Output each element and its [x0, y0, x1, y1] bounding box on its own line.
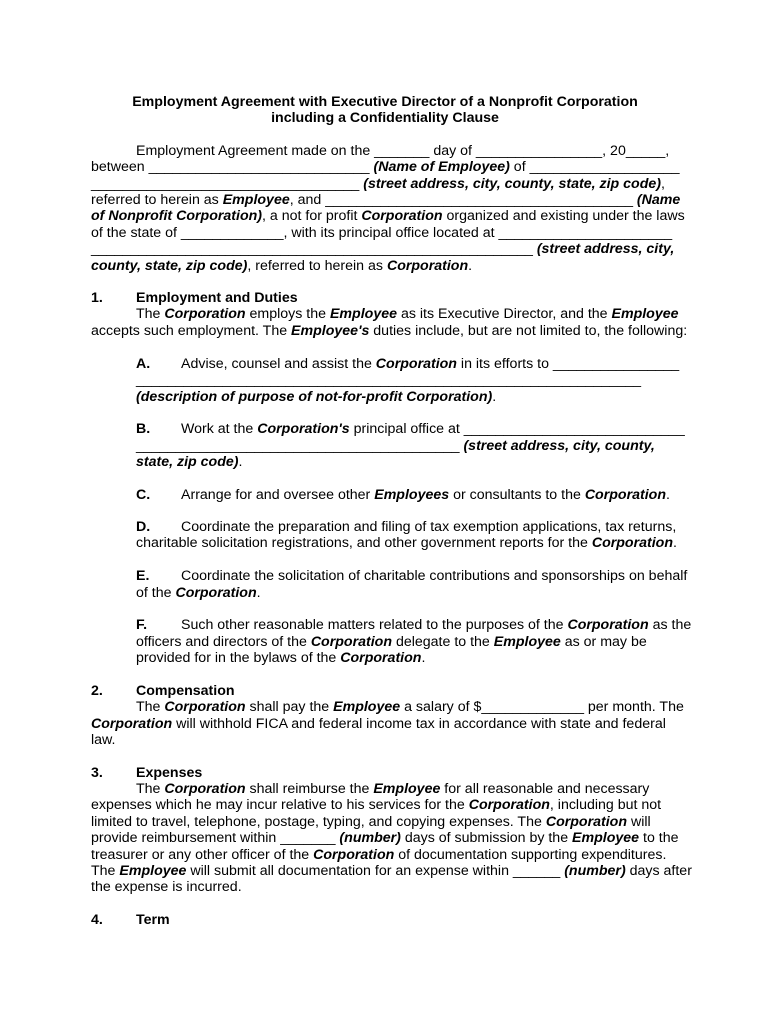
placeholder-name-of-corporation: of Nonprofit Corporation) — [91, 208, 262, 224]
text: will submit all documentation for an expense within ______ — [186, 863, 565, 879]
text: _________________________________________ — [136, 438, 464, 454]
item-letter: B. — [136, 421, 151, 437]
term-corporation: Corporation — [375, 356, 457, 372]
placeholder-name-of-corporation: (Name — [636, 192, 681, 208]
text: Advise, counsel and assist the — [181, 356, 376, 372]
text: The — [91, 863, 120, 879]
term-corporation: Corporation — [175, 585, 257, 601]
text: Arrange for and oversee other — [181, 487, 375, 503]
document-title-line-2: including a Confidentiality Clause — [271, 110, 499, 126]
intro-line — [91, 241, 674, 257]
text: , — [660, 176, 665, 192]
text: principal office at ____________________________ — [349, 421, 685, 437]
term-corporation: Corporation — [361, 208, 443, 224]
text: . — [256, 585, 261, 601]
term-corporation: Corporation — [164, 781, 246, 797]
text: duties include, but are not limited to, the following: — [369, 323, 688, 339]
text: officers and directors of the — [136, 634, 311, 650]
text: . — [673, 535, 677, 551]
section-heading: Term — [136, 912, 170, 928]
term-corporation: Corporation — [584, 487, 666, 503]
text: The — [136, 781, 165, 797]
section-heading: Compensation — [136, 683, 235, 699]
item-letter: F. — [136, 617, 148, 633]
term-employee: Employee — [572, 830, 640, 846]
text: days after — [625, 863, 692, 879]
section-line — [136, 306, 679, 322]
section-number: 4. — [91, 912, 103, 928]
section-line — [91, 830, 679, 846]
section-line: the expense is incurred. — [91, 879, 242, 895]
section-heading: Expenses — [136, 765, 203, 781]
text: as the — [648, 617, 692, 633]
text: Work at the — [181, 421, 258, 437]
term-corporation: Corporation — [313, 847, 395, 863]
text: , referred to herein as — [247, 258, 387, 274]
item-line — [136, 650, 425, 666]
text: or consultants to the — [449, 487, 585, 503]
item-line — [181, 487, 670, 503]
text: provided for in the bylaws of the — [136, 650, 341, 666]
placeholder-office-address: (street address, city, county, — [463, 438, 655, 454]
term-corporation: Corporation — [310, 634, 392, 650]
item-line: ________________________________________________________________ — [136, 372, 641, 388]
placeholder-corporation-address: (street address, city, — [536, 241, 675, 257]
placeholder-corporation-address: county, state, zip code) — [91, 258, 248, 274]
item-line: Coordinate the preparation and filing of tax exemption applications, tax returns, — [181, 519, 677, 535]
text: accepts such employment. The — [91, 323, 292, 339]
placeholder-office-address: state, zip code) — [136, 454, 239, 470]
term-corporation: Corporation — [164, 699, 246, 715]
placeholder-name-of-employee: (Name of Employee) — [373, 159, 510, 175]
item-line — [136, 535, 677, 551]
term-corporation: Corporation — [468, 797, 550, 813]
text: , a not for profit — [262, 208, 362, 224]
section-number: 1. — [91, 290, 103, 306]
text: . — [468, 258, 473, 274]
section-line: law. — [91, 732, 116, 748]
term-corporation: Corporation — [386, 258, 469, 274]
intro-line — [91, 258, 472, 274]
text: of the — [136, 585, 176, 601]
term-corporation: Corporation — [340, 650, 422, 666]
term-corporation: Corporation's — [257, 421, 350, 437]
text: __________________________________ — [91, 176, 364, 192]
text: will — [627, 814, 651, 830]
term-employee: Employee — [329, 306, 397, 322]
text: shall reimburse the — [245, 781, 374, 797]
placeholder-purpose: (description of purpose of not-for-profit Corporation) — [136, 389, 493, 405]
section-line — [91, 797, 661, 813]
term-employee: Employee — [119, 863, 187, 879]
intro-line — [91, 159, 680, 175]
item-letter: D. — [136, 519, 151, 535]
text: provide reimbursement within _______ — [91, 830, 340, 846]
text: for all reasonable and necessary — [440, 781, 650, 797]
text: a salary of $_____________ per month. The — [400, 699, 684, 715]
placeholder-employee-address: (street address, city, county, state, zip code) — [363, 176, 661, 192]
term-employees: Employees — [374, 487, 450, 503]
text: of ___________________ — [509, 159, 680, 175]
item-line — [181, 421, 685, 437]
item-line — [136, 585, 261, 601]
section-number: 2. — [91, 683, 103, 699]
text: The — [136, 699, 165, 715]
section-line — [91, 323, 687, 339]
section-number: 3. — [91, 765, 103, 781]
item-line — [136, 634, 647, 650]
item-line — [136, 389, 496, 405]
intro-line: of the state of _____________, with its principal office located at ______________________ — [91, 225, 673, 241]
section-heading: Employment and Duties — [136, 290, 298, 306]
term-employee: Employee — [373, 781, 441, 797]
text: . — [421, 650, 426, 666]
text: as or may be — [560, 634, 647, 650]
text: The — [136, 306, 165, 322]
term-employee: Employee — [493, 634, 561, 650]
text: referred to herein as — [91, 192, 223, 208]
text: will withhold FICA and federal income tax in accordance with state and federal — [172, 716, 666, 732]
text: limited to travel, telephone, postage, typing, and copying expenses. The — [91, 814, 546, 830]
text: as its Executive Director, and the — [397, 306, 612, 322]
section-line — [136, 699, 684, 715]
item-letter: A. — [136, 356, 151, 372]
item-line: Coordinate the solicitation of charitable contributions and sponsorships on behalf — [181, 568, 688, 584]
text: days of submission by the — [400, 830, 573, 846]
placeholder-number: (number) — [339, 830, 401, 846]
text: organized and existing under the laws — [442, 208, 685, 224]
text: treasurer or any other officer of the — [91, 847, 314, 863]
text: ________________________________________________________ — [91, 241, 537, 257]
item-line — [181, 617, 691, 633]
text: delegate to the — [392, 634, 494, 650]
term-corporation: Corporation — [545, 814, 628, 830]
term-corporation: Corporation — [164, 306, 246, 322]
text: employs the — [245, 306, 330, 322]
term-employee: Employee — [611, 306, 679, 322]
term-corporation: Corporation — [567, 617, 649, 633]
text: expenses which he may incur relative to his services for the — [91, 797, 469, 813]
item-letter: E. — [136, 568, 150, 584]
section-line — [91, 716, 666, 732]
text: between ____________________________ — [91, 159, 374, 175]
text: . — [492, 389, 497, 405]
section-line — [91, 814, 651, 830]
term-employee: Employee — [222, 192, 290, 208]
intro-line — [91, 176, 665, 192]
text: . — [666, 487, 670, 503]
text: shall pay the — [245, 699, 334, 715]
text: in its efforts to ________________ — [456, 356, 680, 372]
intro-line — [91, 208, 685, 224]
section-line — [91, 847, 666, 863]
text: to the — [639, 830, 679, 846]
item-line — [136, 438, 655, 454]
placeholder-number: (number) — [564, 863, 626, 879]
term-employee: Employee's — [291, 323, 370, 339]
item-line — [181, 356, 679, 372]
section-line — [91, 863, 692, 879]
term-employee: Employee — [333, 699, 401, 715]
intro-line — [91, 192, 680, 208]
item-line — [136, 454, 242, 470]
text: , and _______________________________________ — [289, 192, 637, 208]
intro-line: Employment Agreement made on the _______ day of ________________, 20_____, — [136, 143, 670, 159]
term-corporation: Corporation — [591, 535, 674, 551]
document-title-line-1: Employment Agreement with Executive Director of a Nonprofit Corporation — [132, 94, 638, 110]
text: of documentation supporting expenditures. — [394, 847, 667, 863]
section-line — [136, 781, 649, 797]
item-letter: C. — [136, 487, 151, 503]
term-corporation: Corporation — [91, 716, 173, 732]
text: Such other reasonable matters related to the purposes of the — [181, 617, 568, 633]
text: , including but not — [549, 797, 662, 813]
text: charitable solicitation registrations, and other government reports for the — [136, 535, 592, 551]
text: . — [238, 454, 243, 470]
